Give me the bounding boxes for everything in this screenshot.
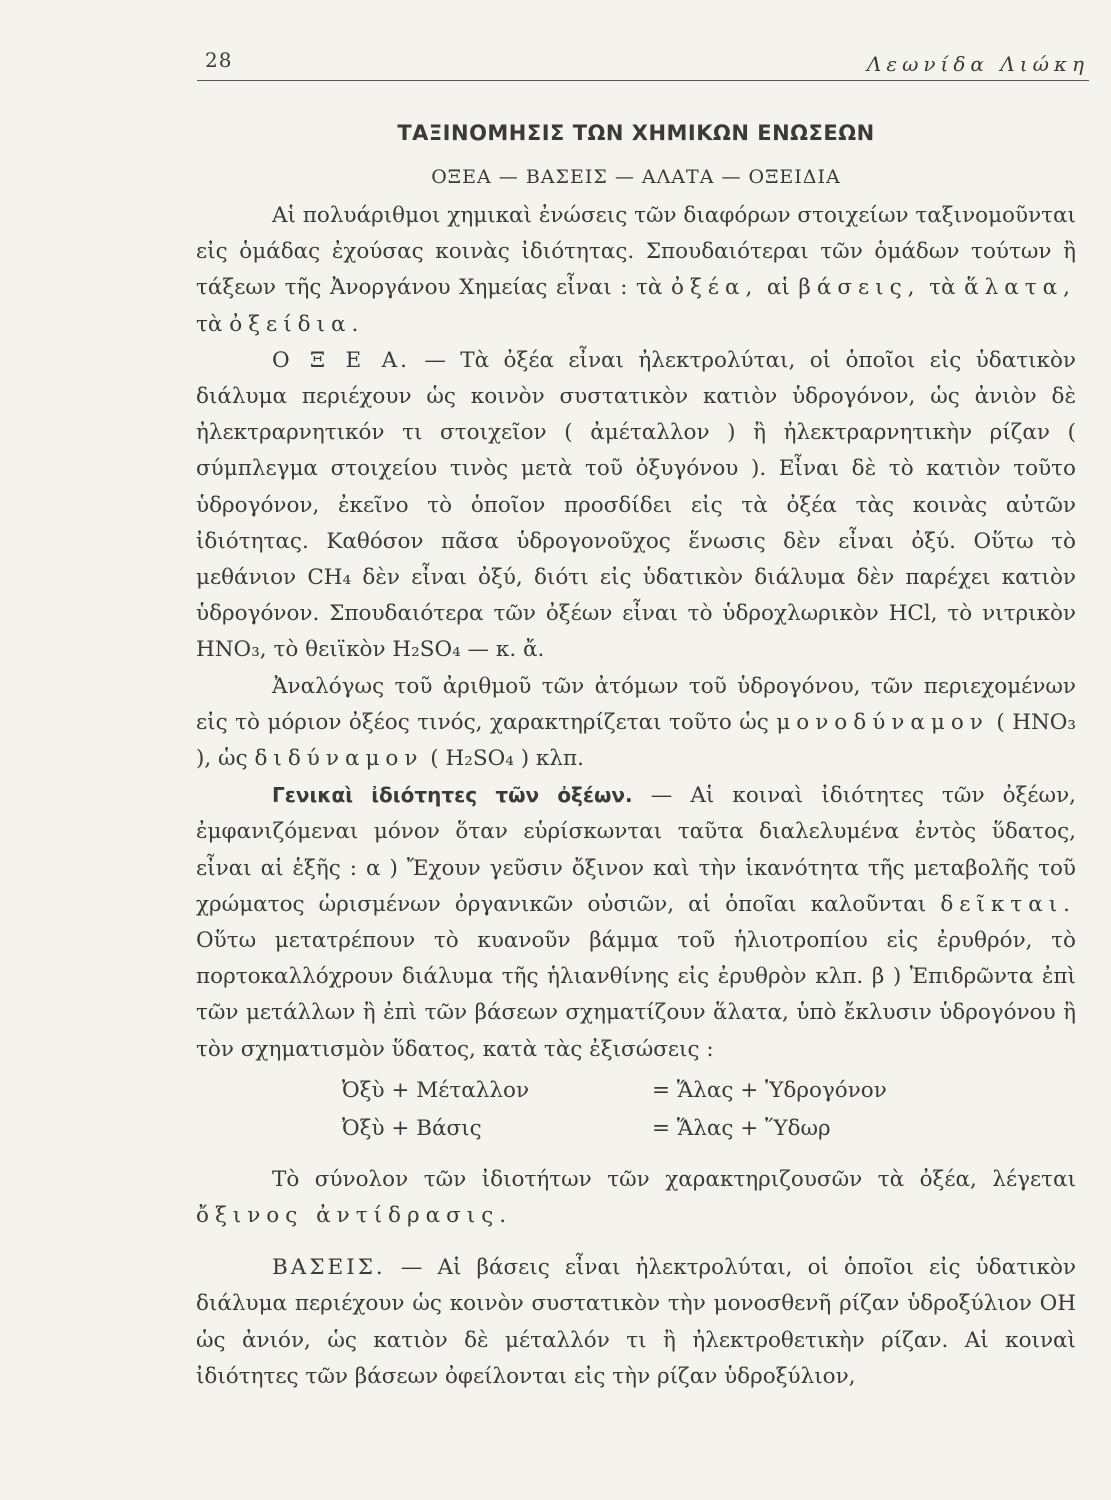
term-oxides: ὀξείδια.	[229, 311, 365, 337]
running-head	[197, 44, 1089, 81]
bases-lead: ΒΑΣΕΙΣ.	[272, 1255, 386, 1281]
acidity-text: Τὸ σύνολον τῶν ἰδιοτήτων τῶν χαρακτηριζουσῶν τὰ ὀξέα, λέγεται	[272, 1166, 1076, 1192]
basicity-paragraph	[196, 669, 1076, 778]
term-acid-reaction: ὄξινος ἀντίδρασις.	[196, 1203, 513, 1229]
page-number: 28	[205, 48, 233, 72]
chapter-title: ΤΑΞΙΝΟΜΗΣΙΣ ΤΩΝ ΧΗΜΙΚΩΝ ΕΝΩΣΕΩΝ	[397, 121, 875, 145]
acids-text: — Τὰ ὀξέα εἶναι ἠλεκτρολύται, οἱ ὁποῖοι εἰς ὑδατικὸν διάλυμα περιέχουν ὡς κοινὸν συστατικὸν κατιὸν ὑδρογόνον, ὡς ἀνιὸν δὲ ἠλεκτραρνητικόν τι στοιχεῖον ( ἀμέταλλον ) ἢ ἠλεκτραρνητικὴν ρίζαν ( σύμπλεγμα στοιχείου τινὸς μετὰ τοῦ ὀξυγόνου ). Εἶναι δὲ τὸ κατιὸν τοῦτο ὑδρογόνον, ἐκεῖνο τὸ ὁποῖον προσδίδει εἰς τὰ ὀξέα τὰς κοινὰς αὐτῶν ἰδιότητας. Καθόσον πᾶσα ὑδρογονοῦχος ἕνωσις δὲν εἶναι ὀξύ. Οὕτω τὸ μεθάνιον CH₄ δὲν εἶναι ὀξύ, διότι εἰς ὑδατικὸν διάλυμα δὲν παρέχει κατιὸν ὑδρογόνον. Σπουδαιότερα τῶν ὀξέων εἶναι τὸ ὑδροχλωρικὸν HCl, τὸ νιτρικὸν HNO₃, τὸ θειϊκὸν H₂SO₄ — κ. ἄ.	[196, 347, 1076, 663]
term-dibasic: διδύναμον	[254, 746, 424, 772]
term-monobasic: μονοδύναμον	[776, 709, 989, 735]
intro-paragraph	[196, 198, 1076, 343]
intro-mid: αἱ	[766, 275, 790, 301]
basicity-text-2: ( HNO₃ ), ὡς	[196, 709, 1076, 772]
acids-paragraph	[196, 343, 1076, 669]
equation-left: Ὀξὺ + Βάσις	[342, 1115, 482, 1141]
page-content	[196, 118, 1076, 1395]
chapter-subtitle: ΟΞΕΑ — ΒΑΣΕΙΣ — ΑΛΑΤΑ — ΟΞΕΙΔΙΑ	[431, 166, 841, 188]
properties-paragraph	[196, 777, 1076, 1068]
equations-block	[342, 1072, 1076, 1148]
intro-text: Αἱ πολυάριθμοι χημικαὶ ἐνώσεις τῶν διαφόρων στοιχείων ταξινομοῦνται εἰς ὁμάδας ἐχούσας κοινὰς ἰδιότητας. Σπουδαιότεραι τῶν ὁμάδων τούτων ἢ τάξεων τῆς Ἀνοργάνου Χημείας εἶναι : τὰ	[196, 203, 1076, 301]
intro-mid2: τὰ	[929, 275, 956, 301]
properties-text-2: Οὕτω μετατρέπουν τὸ κυανοῦν βάμμα τοῦ ἡλιοτροπίου εἰς ἐρυθρόν, τὸ πορτοκαλλόχρουν διάλυμα τῆς ἡλιανθίνης εἰς ἐρυθρὸν κλπ. β ) Ἐπιδρῶντα ἐπὶ τῶν μετάλλων ἢ ἐπὶ τῶν βάσεων σχηματίζουν ἅλατα, ὑπὸ ἔκλυσιν ὑδρογόνου ἢ τὸν σχηματισμὸν ὕδατος, κατὰ τὰς ἐξισώσεις :	[196, 928, 1076, 1062]
term-salts: ἅλατα,	[964, 275, 1076, 301]
section-gap	[196, 1234, 1076, 1250]
equation-left: Ὀξὺ + Μέταλλον	[342, 1077, 530, 1103]
running-title: Λεωνίδα Λιώκη	[866, 52, 1089, 76]
basicity-text-3: ( H₂SO₄ ) κλπ.	[430, 746, 584, 772]
equation-right: = Ἅλας + Ὕδωρ	[652, 1115, 831, 1141]
basicity-text-1: Ἀναλόγως τοῦ ἀριθμοῦ τῶν ἀτόμων τοῦ ὑδρογόνου, τῶν περιεχομένων εἰς τὸ μόριον ὀξέος τινός, χαρακτηρίζεται τοῦτο ὡς	[196, 673, 1076, 735]
acidity-paragraph	[196, 1162, 1076, 1234]
equation-line	[342, 1110, 1076, 1148]
bases-text: — Αἱ βάσεις εἶναι ἠλεκτρολύται, οἱ ὁποῖοι εἰς ὑδατικὸν διάλυμα περιέχουν ὡς κοινὸν συστατικὸν τὴν μονοσθενῆ ρίζαν ὑδροξύλιον ΟΗ ὡς ἀνιόν, ὡς κατιὸν δὲ μέταλλόν τι ἢ ἠλεκτροθετικὴν ρίζαν. Αἱ κοιναὶ ἰδιότητες τῶν βάσεων ὀφείλονται εἰς τὴν ρίζαν ὑδροξύλιον,	[196, 1255, 1076, 1389]
properties-text-1: — Αἱ κοιναὶ ἰδιότητες τῶν ὀξέων, ἐμφανιζόμεναι μόνον ὅταν εὑρίσκωνται ταῦτα διαλελυμένα ἐντὸς ὕδατος, εἶναι αἱ ἑξῆς : α ) Ἔχουν γεῦσιν ὄξινον καὶ τὴν ἱκανότητα τῆς μεταβολῆς τοῦ χρώματος ὡρισμένων ὀργανικῶν οὐσιῶν, αἱ ὁποῖαι καλοῦνται	[196, 783, 1076, 917]
intro-mid3: τὰ	[196, 311, 223, 337]
acids-lead: Ο Ξ Ε Α.	[272, 347, 410, 373]
term-bases: βάσεις,	[798, 275, 921, 301]
term-acids: ὀξέα,	[671, 275, 759, 301]
term-indicators: δεῖκται.	[940, 891, 1076, 917]
equation-right: = Ἅλας + Ὑδρογόνον	[652, 1077, 887, 1103]
bases-paragraph	[196, 1250, 1076, 1395]
properties-heading: Γενικαὶ ἰδιότητες τῶν ὀξέων.	[272, 783, 633, 808]
equation-line	[342, 1072, 1076, 1110]
